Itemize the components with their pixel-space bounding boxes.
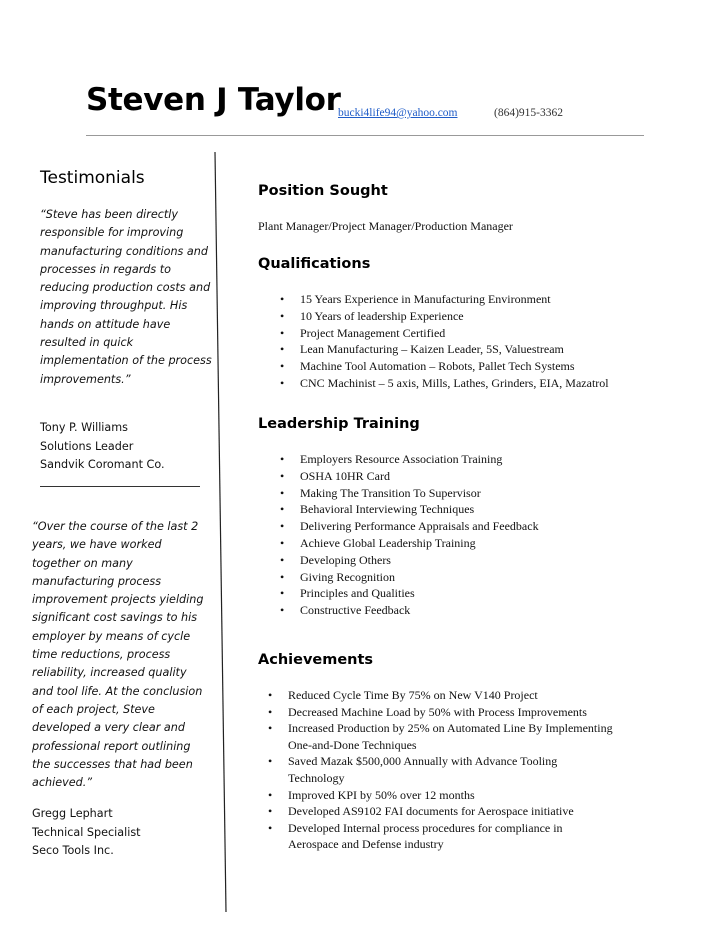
- quote-line: processes in regards to: [40, 262, 172, 276]
- list-item: • Improved KPI by 50% over 12 months: [258, 787, 613, 804]
- list-item: • Delivering Performance Appraisals and Feedback: [258, 518, 539, 535]
- testimonial-signature-1: [40, 419, 165, 475]
- testimonial-company: Seco Tools Inc.: [32, 844, 114, 857]
- testimonial-company: Sandvik Coromant Co.: [40, 458, 165, 471]
- quote-line: together on many: [32, 556, 133, 570]
- list-item: • CNC Machinist – 5 axis, Mills, Lathes, Grinders, EIA, Mazatrol: [258, 375, 609, 392]
- testimonial-quote-2: [32, 518, 203, 792]
- quote-line: improvements.”: [40, 372, 131, 386]
- quote-line: responsible for improving: [40, 226, 184, 240]
- list-item: • Saved Mazak $500,000 Annually with Advance Tooling: [258, 753, 613, 770]
- testimonial-author: Gregg Lephart: [32, 807, 113, 820]
- quote-line: improving throughput. His: [40, 299, 188, 313]
- quote-line: manufacturing conditions and: [40, 244, 208, 258]
- header-divider: [86, 135, 644, 136]
- quote-line: implementation of the process: [40, 354, 212, 368]
- list-item: • Developed AS9102 FAI documents for Aerospace initiative: [258, 803, 613, 820]
- candidate-name: Steven J Taylor: [86, 82, 341, 118]
- quote-line: and tool life. At the conclusion: [32, 684, 203, 698]
- quote-line: professional report outlining: [32, 739, 191, 753]
- list-item: • Making The Transition To Supervisor: [258, 485, 539, 502]
- testimonial-signature-2: [32, 805, 141, 861]
- quote-line: the successes that had been: [32, 757, 193, 771]
- achievements-list: [258, 687, 613, 853]
- list-item: • Developed Internal process procedures for compliance in: [258, 820, 613, 837]
- list-item: One-and-Done Techniques: [288, 737, 417, 752]
- list-item: Aerospace and Defense industry: [288, 837, 444, 852]
- quote-line: “Over the course of the last 2: [32, 520, 199, 533]
- phone-number: (864)915-3362: [494, 107, 563, 119]
- email-link[interactable]: bucki4life94@yahoo.com: [338, 107, 458, 119]
- quote-line: time reductions, process: [32, 648, 171, 662]
- quote-line: reducing production costs and: [40, 281, 211, 295]
- testimonials-heading: Testimonials: [40, 168, 145, 188]
- position-sought-text: Plant Manager/Project Manager/Production Manager: [258, 219, 513, 233]
- list-item: Technology: [288, 770, 345, 785]
- quote-line: years, we have worked: [32, 538, 162, 552]
- quote-line: resulted in quick: [40, 336, 134, 350]
- list-item: • Constructive Feedback: [258, 602, 539, 619]
- list-item: • Decreased Machine Load by 50% with Process Improvements: [258, 704, 613, 721]
- list-item: • Principles and Qualities: [258, 585, 539, 602]
- list-item: • Achieve Global Leadership Training: [258, 535, 539, 552]
- quote-line: “Steve has been directly: [40, 208, 179, 221]
- list-item: • 15 Years Experience in Manufacturing Environment: [258, 291, 609, 308]
- quote-line: hands on attitude have: [40, 317, 171, 331]
- list-item: • 10 Years of leadership Experience: [258, 308, 609, 325]
- testimonial-author-title: Solutions Leader: [40, 439, 134, 453]
- list-item: • Machine Tool Automation – Robots, Pallet Tech Systems: [258, 358, 609, 375]
- qualifications-heading: Qualifications: [258, 256, 371, 272]
- list-item: • Reduced Cycle Time By 75% on New V140 Project: [258, 687, 613, 704]
- qualifications-list: [258, 291, 609, 392]
- list-item: • OSHA 10HR Card: [258, 468, 539, 485]
- testimonial-author-title: Technical Specialist: [32, 825, 141, 839]
- list-item: • Giving Recognition: [258, 569, 539, 586]
- quote-line: achieved.”: [32, 776, 93, 790]
- quote-line: improvement projects yielding: [32, 593, 204, 607]
- quote-line: of each project, Steve: [32, 702, 155, 716]
- quote-line: developed a very clear and: [32, 721, 185, 735]
- leadership-training-heading: Leadership Training: [258, 416, 420, 432]
- quote-line: employer by means of cycle: [32, 629, 191, 643]
- list-item: • Project Management Certified: [258, 325, 609, 342]
- list-item: • Lean Manufacturing – Kaizen Leader, 5S, Valuestream: [258, 341, 609, 358]
- list-item: • Behavioral Interviewing Techniques: [258, 501, 539, 518]
- achievements-heading: Achievements: [258, 652, 374, 668]
- position-sought-heading: Position Sought: [258, 183, 388, 199]
- list-item: • Developing Others: [258, 552, 539, 569]
- testimonial-separator: [40, 486, 200, 487]
- list-item: • Increased Production by 25% on Automated Line By Implementing: [258, 720, 613, 737]
- quote-line: significant cost savings to his: [32, 611, 198, 625]
- quote-line: manufacturing process: [32, 574, 162, 588]
- testimonial-quote-1: [40, 206, 212, 389]
- testimonial-author: Tony P. Williams: [40, 421, 128, 434]
- leadership-training-list: [258, 451, 539, 619]
- quote-line: reliability, increased quality: [32, 666, 187, 680]
- list-item: • Employers Resource Association Training: [258, 451, 539, 468]
